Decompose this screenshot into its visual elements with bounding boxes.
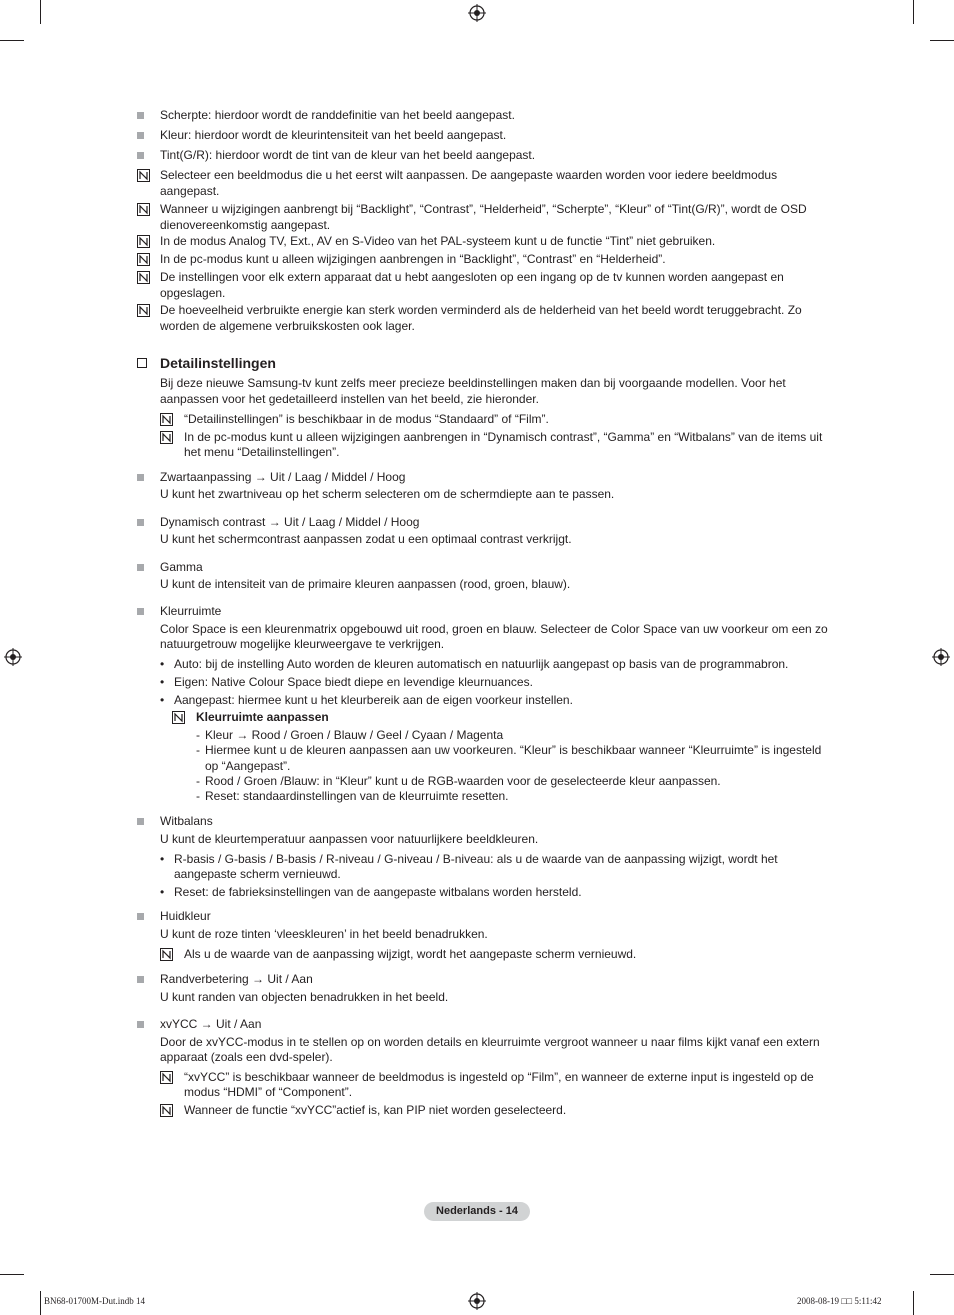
registration-mark-icon	[468, 4, 486, 22]
note-icon	[160, 1104, 173, 1117]
crop-mark	[0, 1274, 24, 1275]
registration-mark-icon	[468, 1292, 486, 1310]
note-icon	[137, 203, 150, 216]
note-icon	[160, 1071, 173, 1084]
crop-mark	[913, 1291, 914, 1315]
note-icon	[160, 948, 173, 961]
note-icon	[137, 169, 150, 182]
note-icon	[137, 304, 150, 317]
page-number-label: Nederlands - 14	[424, 1202, 530, 1221]
note-icon	[137, 253, 150, 266]
crop-mark	[913, 0, 914, 24]
note-icon	[172, 711, 185, 724]
crop-mark	[930, 1274, 954, 1275]
note-icon	[160, 431, 173, 444]
crop-mark	[930, 40, 954, 41]
slug-date: 2008-08-19 □□ 5:11:42	[797, 1296, 882, 1306]
crop-mark	[0, 40, 24, 41]
slug-file: BN68-01700M-Dut.indb 14	[44, 1296, 145, 1306]
crop-mark	[40, 1291, 41, 1315]
note-icon	[137, 235, 150, 248]
note-icon	[160, 413, 173, 426]
checkbox-square-icon	[137, 358, 147, 368]
note-icon	[137, 271, 150, 284]
registration-mark-icon	[932, 648, 950, 666]
registration-mark-icon	[4, 648, 22, 666]
crop-mark	[40, 0, 41, 24]
